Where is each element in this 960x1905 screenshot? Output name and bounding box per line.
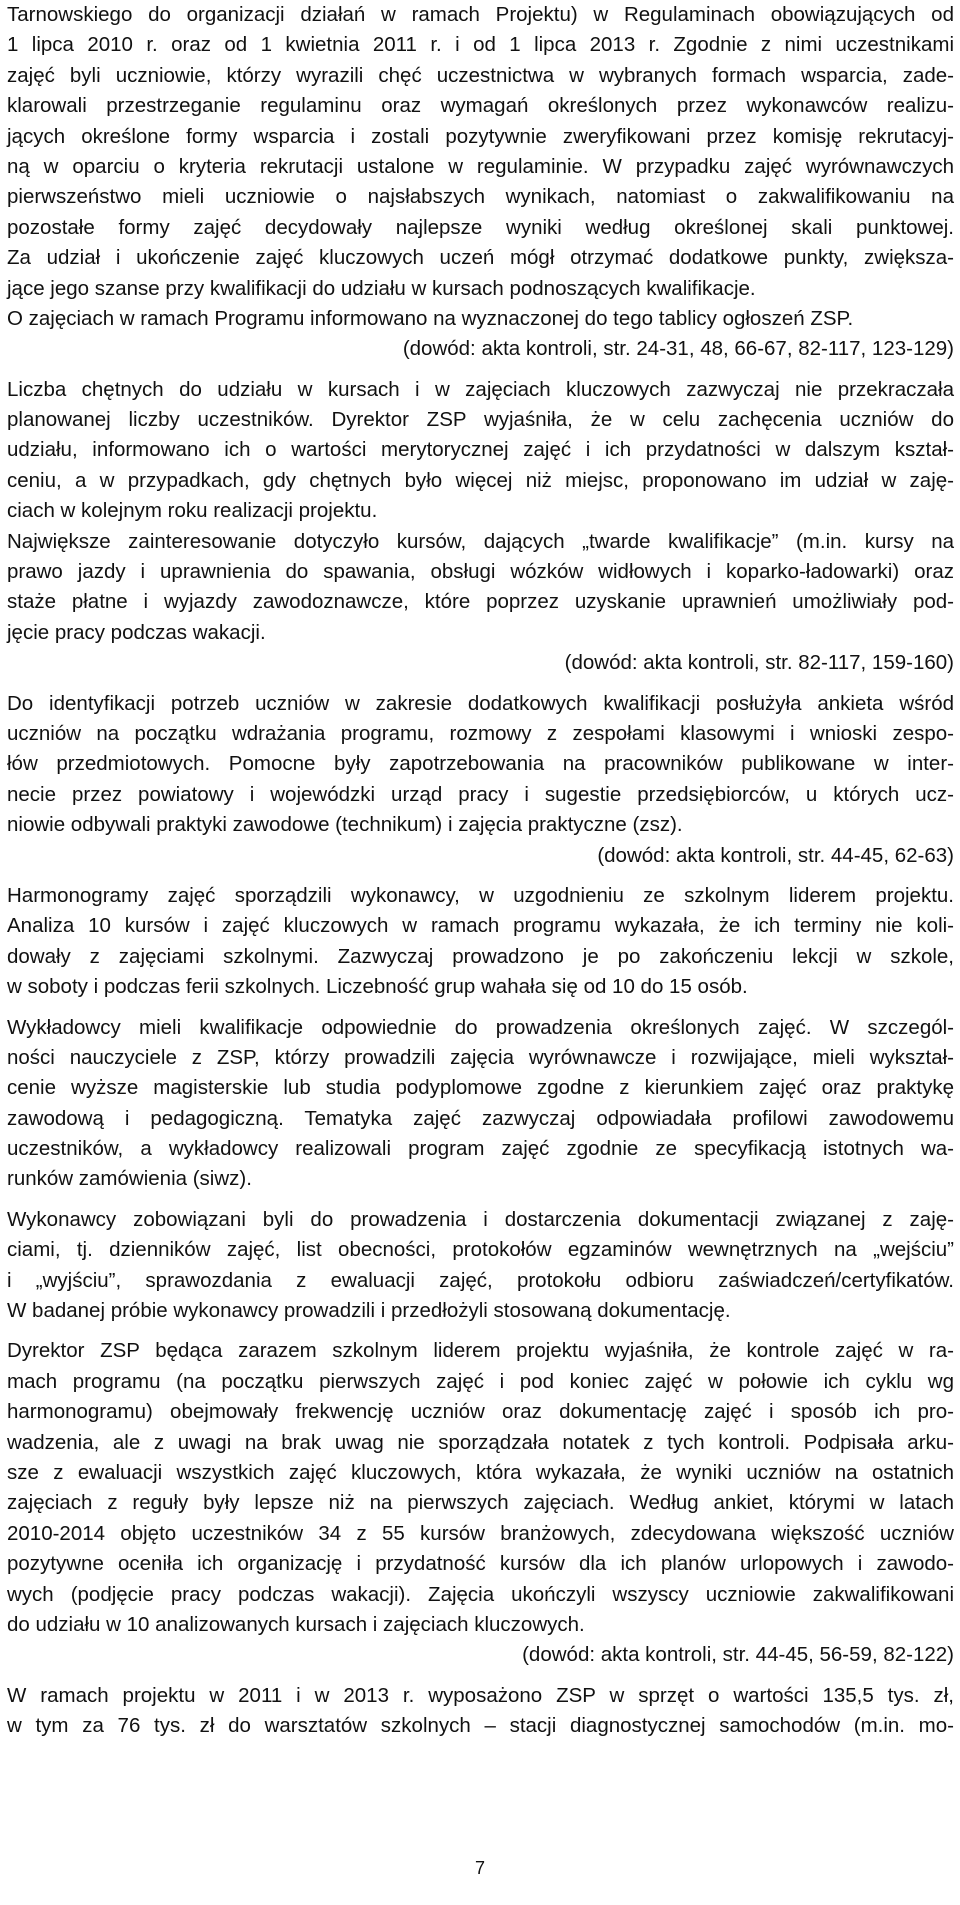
paragraph-gap <box>7 679 954 689</box>
text-line: prawo jazdy i uprawnienia do spawania, obsługi wózków widłowych i koparko-ładowarki) oraz <box>7 560 954 584</box>
text-line: ciach w kolejnym roku realizacji projektu. <box>7 499 378 523</box>
text-line: niowie odbywali praktyki zawodowe (technikum) i zajęcia praktyczne (zsz). <box>7 813 683 837</box>
text-line: ciami, tj. dzienników zajęć, list obecności, protokołów egzaminów wewnętrznych na „wejściu” <box>7 1238 954 1262</box>
text-line: do udziału w 10 analizowanych kursach i zajęciach kluczowych. <box>7 1612 585 1636</box>
text-line: ności nauczyciele z ZSP, którzy prowadzili zajęcia wyrównawcze i rozwijające, mieli wykształ- <box>7 1045 954 1069</box>
text-line: O zajęciach w ramach Programu informowano na wyznaczonej do tego tablicy ogłoszeń ZSP. <box>7 306 854 330</box>
text-line: cenie wyższe magisterskie lub studia podyplomowe zgodne z kierunkiem zajęć oraz praktykę <box>7 1076 954 1100</box>
text-line: udziału, informowano ich o wartości merytorycznej zajęć i ich przydatności w dalszym kształ- <box>7 438 954 462</box>
text-line: łów przedmiotowych. Pomocne były zapotrzebowania na pracowników publikowane w inter- <box>7 752 954 776</box>
evidence-reference: (dowód: akta kontroli, str. 44-45, 62-63) <box>597 843 954 867</box>
text-line: w tym za 76 tys. zł do warsztatów szkolnych – stacji diagnostycznej samochodów (m.in. mo- <box>7 1714 954 1738</box>
text-line: Dyrektor ZSP będąca zarazem szkolnym liderem projektu wyjaśniła, że kontrole zajęć w ra- <box>7 1339 954 1363</box>
document-body <box>7 0 954 1741</box>
text-line: Tarnowskiego do organizacji działań w ramach Projektu) w Regulaminach obowiązujących od <box>7 3 954 26</box>
evidence-reference: (dowód: akta kontroli, str. 44-45, 56-59, 82-122) <box>522 1643 954 1667</box>
paragraph-gap <box>7 1003 954 1013</box>
text-line: zajęciach z reguły były lepsze niż na pierwszych zajęciach. Według ankiet, którymi w latach <box>7 1491 954 1515</box>
text-line: Wykonawcy zobowiązani byli do prowadzenia i dostarczenia dokumentacji związanej z zaję- <box>7 1207 954 1231</box>
paragraph <box>7 1681 954 1742</box>
text-line: w soboty i podczas ferii szkolnych. Liczebność grup wahała się od 10 do 15 osób. <box>7 975 748 999</box>
text-line: harmonogramu) obejmowały frekwencję uczniów oraz dokumentację zajęć i sposób ich pro- <box>7 1400 954 1424</box>
text-line: wadzenia, ale z uwagi na brak uwag nie sporządzała notatek z tych kontroli. Podpisała arku- <box>7 1430 954 1454</box>
text-line: zajęć byli uczniowie, którzy wyrazili chęć uczestnictwa w wybranych formach wsparcia, zade- <box>7 63 954 87</box>
text-line: uczestników, a wykładowcy realizowali program zajęć zgodnie ze specyfikacją istotnych wa- <box>7 1137 954 1161</box>
text-line: W ramach projektu w 2011 i w 2013 r. wyposażono ZSP w sprzęt o wartości 135,5 tys. zł, <box>7 1683 954 1707</box>
text-line: zawodową i pedagogiczną. Tematyka zajęć zazwyczaj odpowiadała profilowi zawodowemu <box>7 1106 954 1130</box>
paragraph <box>7 881 954 1003</box>
text-line: pozostałe formy zajęć decydowały najlepsze wyniki według określonej skali punktowej. <box>7 215 954 239</box>
evidence-reference: (dowód: akta kontroli, str. 82-117, 159-160) <box>564 651 954 675</box>
text-line: sze z ewaluacji wszystkich zajęć kluczowych, która wykazała, że wyniki uczniów na ostatnich <box>7 1460 954 1484</box>
text-line: jących określone formy wsparcia i zostali pozytywnie zweryfikowani przez komisję rekrutacyj- <box>7 124 954 148</box>
paragraph <box>7 1336 954 1670</box>
paragraph <box>7 0 954 365</box>
text-line: Największe zainteresowanie dotyczyło kursów, dających „twarde kwalifikacje” (m.in. kursy na <box>7 529 954 553</box>
text-line: Za udział i ukończenie zajęć kluczowych uczeń mógł otrzymać dodatkowe punkty, zwiększa- <box>7 246 954 270</box>
paragraph <box>7 1013 954 1195</box>
text-line: i „wyjściu”, sprawozdania z ewaluacji zajęć, protokołu odbioru zaświadczeń/certyfikatów. <box>7 1268 954 1292</box>
text-line: mach programu (na początku pierwszych zajęć i pod koniec zajęć w połowie ich cyklu wg <box>7 1369 954 1393</box>
text-line: klarowali przestrzeganie regulaminu oraz wymagań określonych przez wykonawców realizu- <box>7 94 954 118</box>
text-line: 1 lipca 2010 r. oraz od 1 kwietnia 2011 r. i od 1 lipca 2013 r. Zgodnie z nimi uczestnikami <box>7 33 954 57</box>
text-line: runków zamówienia (siwz). <box>7 1167 252 1191</box>
paragraph-gap <box>7 1671 954 1681</box>
text-line: Liczba chętnych do udziału w kursach i w zajęciach kluczowych zazwyczaj nie przekraczała <box>7 377 954 401</box>
paragraph-gap <box>7 871 954 881</box>
text-line: jące jego szanse przy kwalifikacji do udziału w kursach podnoszących kwalifikacje. <box>7 276 756 300</box>
text-line: pierwszeństwo mieli uczniowie o najsłabszych wynikach, natomiast o zakwalifikowaniu na <box>7 185 954 209</box>
text-line: Do identyfikacji potrzeb uczniów w zakresie dodatkowych kwalifikacji posłużyła ankieta wśród <box>7 691 954 715</box>
text-line: jęcie pracy podczas wakacji. <box>7 620 266 644</box>
paragraph <box>7 1205 954 1327</box>
evidence-reference: (dowód: akta kontroli, str. 24-31, 48, 66-67, 82-117, 123-129) <box>402 337 954 361</box>
paragraph-gap <box>7 1326 954 1336</box>
text-line: Harmonogramy zajęć sporządzili wykonawcy, w uzgodnieniu ze szkolnym liderem projektu. <box>7 883 954 907</box>
text-line: uczniów na początku wdrażania programu, rozmowy z zespołami klasowymi i wnioski zespo- <box>7 721 954 745</box>
text-line: necie przez powiatowy i wojewódzki urząd pracy i sugestie przedsiębiorców, u których ucz- <box>7 782 954 806</box>
text-line: Analiza 10 kursów i zajęć kluczowych w ramach programu wykazała, że ich terminy nie koli- <box>7 914 954 938</box>
text-line: 2010-2014 objęto uczestników 34 z 55 kursów branżowych, zdecydowana większość uczniów <box>7 1521 954 1545</box>
text-line: ną w oparciu o kryteria rekrutacji ustalone w regulaminie. W przypadku zajęć wyrównawczych <box>7 154 954 178</box>
text-line: dowały z zajęciami szkolnymi. Zazwyczaj prowadzono je po zakończeniu lekcji w szkole, <box>7 944 954 968</box>
page-number: 7 <box>474 1858 485 1878</box>
text-line: W badanej próbie wykonawcy prowadzili i przedłożyli stosowaną dokumentację. <box>7 1299 731 1323</box>
text-line: planowanej liczby uczestników. Dyrektor ZSP wyjaśniła, że w celu zachęcenia uczniów do <box>7 408 954 432</box>
paragraph-gap <box>7 365 954 375</box>
text-line: wych (podjęcie pracy podczas wakacji). Zajęcia ukończyli wszyscy uczniowie zakwalifikowani <box>7 1582 954 1606</box>
text-line: staże płatne i wyjazdy zawodoznawcze, które poprzez uzyskanie uprawnień umożliwiały pod- <box>7 590 954 614</box>
text-line: pozytywne oceniła ich organizację i przydatność kursów dla ich planów urlopowych i zawodo- <box>7 1552 954 1576</box>
text-line: Wykładowcy mieli kwalifikacje odpowiednie do prowadzenia określonych zajęć. W szczegól- <box>7 1015 954 1039</box>
paragraph <box>7 375 954 679</box>
paragraph-gap <box>7 1195 954 1205</box>
paragraph <box>7 689 954 871</box>
text-line: ceniu, a w przypadkach, gdy chętnych było więcej niż miejsc, proponowano im udział w zaję- <box>7 468 954 492</box>
